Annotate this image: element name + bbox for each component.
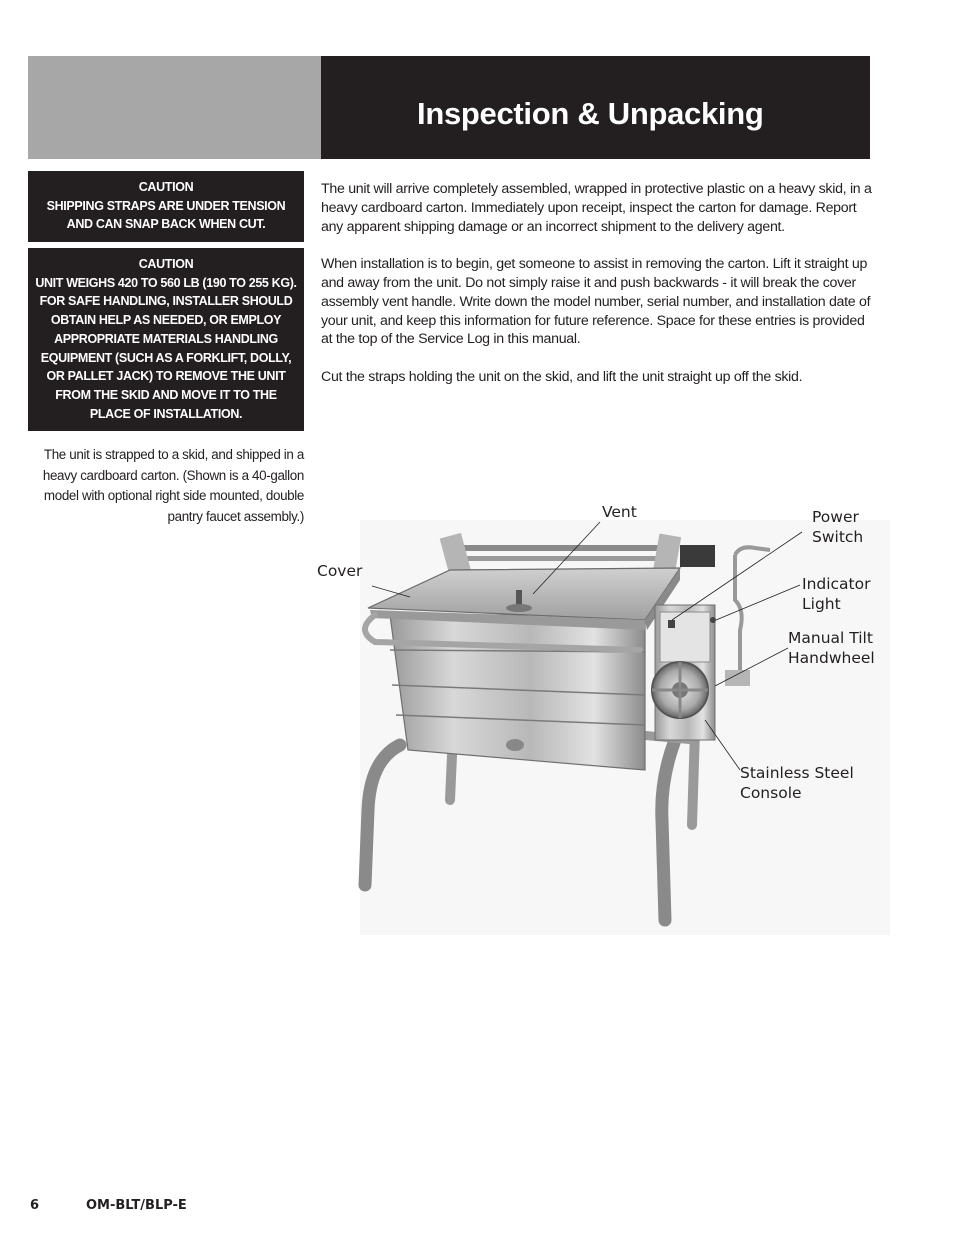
header-accent-block [28,56,321,159]
drain-port [506,739,524,751]
callout-indicator-light: Indicator Light [802,575,871,613]
callout-power-switch: Power Switch [812,508,864,546]
paragraph: Cut the straps holding the unit on the skid, and lift the unit straight up off the skid. [321,368,803,385]
caution-title: CAUTION [138,180,194,194]
document-code: OM-BLT/BLP-E [86,1198,187,1213]
kettle-body [390,615,645,770]
callout-console: Stainless Steel Console [740,764,854,802]
caution-box-weight [28,248,304,431]
figure-caption: The unit is strapped to a skid, and shipped in a heavy cardboard carton. (Shown is a 40-gallon model with optional right side mounted, double pantry faucet assembly.) [42,447,304,524]
paragraph: The unit will arrive completely assembled, wrapped in protective plastic on a heavy skid, in a heavy cardboard carton. Immediately upon receipt, inspect the carton for damage. Report any apparent shipping damage or an incorrect shipment to the delivery agent. [321,181,872,235]
caution-box-straps [28,171,304,242]
braising-pan-figure [300,490,890,950]
callout-cover: Cover [317,562,363,580]
page-title: Inspection & Unpacking [417,96,764,131]
page-number: 6 [30,1198,40,1213]
braising-pan-illustration [300,490,890,950]
header-bar [321,56,870,159]
callout-vent: Vent [602,503,637,521]
body-text [321,180,876,406]
caution-message: SHIPPING STRAPS ARE UNDER TENSION AND CAN SNAP BACK WHEN CUT. [46,198,286,232]
caution-title: CAUTION [138,257,194,271]
caution-message: UNIT WEIGHS 420 TO 560 LB (190 TO 255 KG). FOR SAFE HANDLING, INSTALLER SHOULD OBTAIN HELP AS NEEDED, OR EMPLOY APPROPRIATE MATERIALS HANDLING EQUIPMENT (SUCH AS A FORKLIFT, DOLLY, OR PALLET JACK) TO REMOVE THE UNIT FROM THE SKID AND MOVE IT TO THE PLACE OF INSTALLATION. [35,275,297,421]
callout-handwheel: Manual Tilt Handwheel [788,629,875,667]
paragraph: When installation is to begin, get someone to assist in removing the carton. Lift it straight up and away from the unit. Do not simply raise it and push backwards - it will break the cover assembly vent handle. Write down the model number, serial number, and installation date of your unit, and keep this information for future reference. Space for these entries is provided at the top of the Service Log in this manual. [321,256,871,348]
